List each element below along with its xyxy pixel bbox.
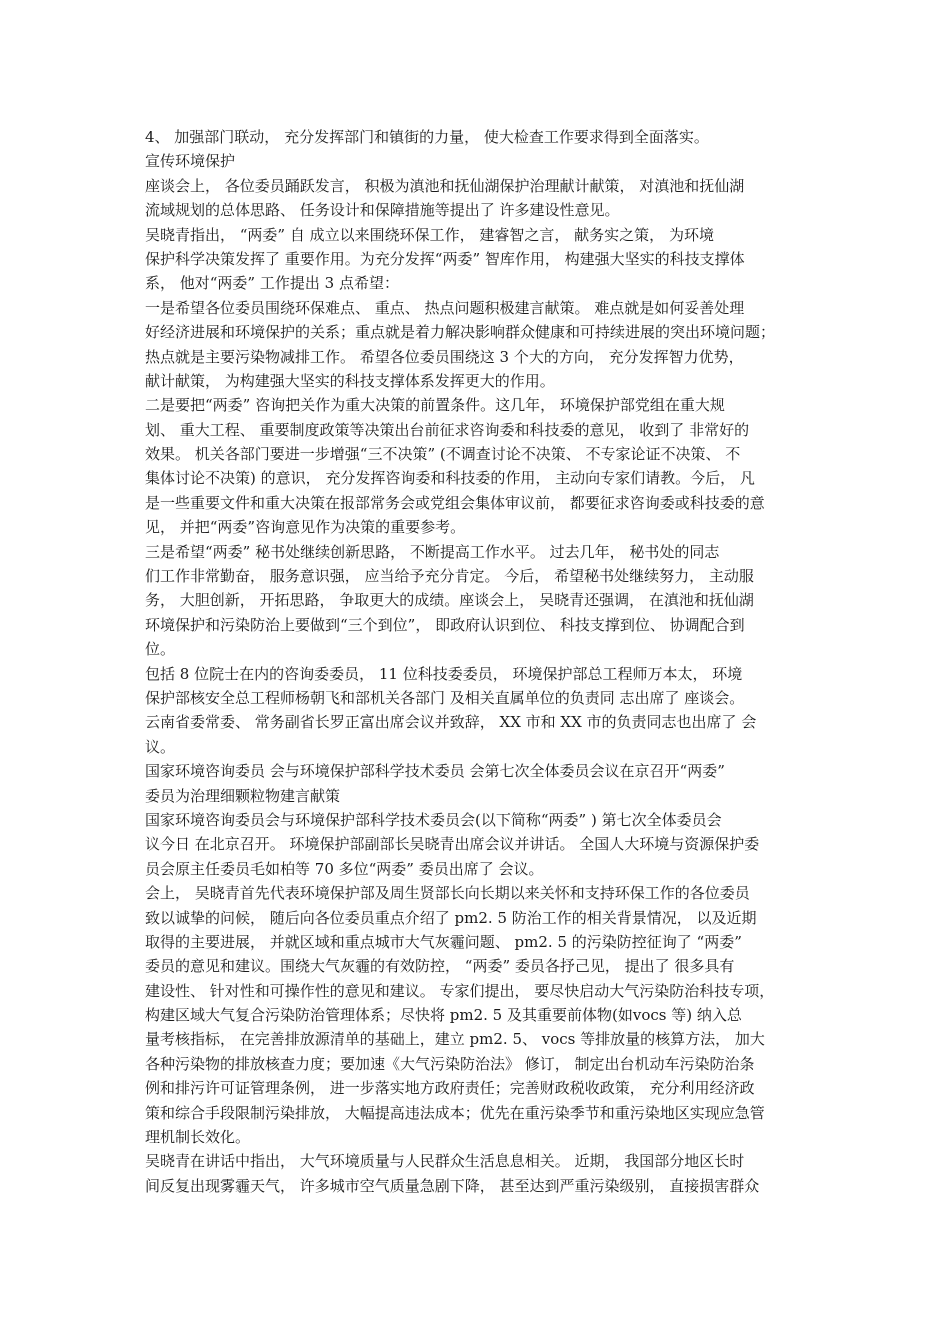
text-line: 见， 并把“两委”咨询意见作为决策的重要参考。 xyxy=(145,518,466,537)
text-line: 环境保护和污染防治上要做到“三个到位”， 即政府认识到位、 科技支撑到位、 协调配合到 xyxy=(145,615,745,634)
text-line: 们工作非常勤奋， 服务意识强， 应当给予充分肯定。 今后， 希望秘书处继续努力， 主动服 xyxy=(145,567,754,586)
text-line: 是一些重要文件和重大决策在报部常务会或党组会集体审议前， 都要征求咨询委或科技委的意 xyxy=(145,493,765,512)
text-line: 议今日 在北京召开。 环境保护部副部长吴晓青出席会议并讲话。 全国人大环境与资源保护委 xyxy=(145,835,760,854)
text-line: 包括 8 位院士在内的咨询委委员， 11 位科技委委员， 环境保护部总工程师万本太， 环境 xyxy=(145,664,743,683)
text-line: 云南省委常委、 常务副省长罗正富出席会议并致辞， XX 市和 XX 市的负责同志也出席了 会 xyxy=(145,713,757,732)
text-line: 国家环境咨询委员会与环境保护部科学技术委员会(以下简称“两委” ) 第七次全体委员会 xyxy=(145,810,722,829)
text-line: 划、 重大工程、 重要制度政策等决策出台前征求咨询委和科技委的意见， 收到了 非常好的 xyxy=(145,420,750,439)
text-line: 量考核指标， 在完善排放源清单的基础上，建立 pm2. 5、 vocs 等排放量的核算方法， 加大 xyxy=(145,1030,765,1049)
text-line: 献计献策， 为构建强大坚实的科技支撑体系发挥更大的作用。 xyxy=(145,371,555,390)
text-line: 间反复出现雾霾天气， 许多城市空气质量急剧下降， 甚至达到严重污染级别， 直接损害群众 xyxy=(145,1176,760,1195)
text-line: 三是希望“两委” 秘书处继续创新思路， 不断提高工作水平。 过去几年， 秘书处的同志 xyxy=(145,542,720,561)
text-line: 员会原主任委员毛如柏等 70 多位“两委” 委员出席了 会议。 xyxy=(145,859,544,878)
text-line: 热点就是主要污染物减排工作。 希望各位委员围绕这 3 个大的方向， 充分发挥智力优势， xyxy=(145,347,744,366)
text-line: 致以诚挚的问候， 随后向各位委员重点介绍了 pm2. 5 防治工作的相关背景情况， 以及近期 xyxy=(145,908,757,927)
text-line: 座谈会上， 各位委员踊跃发言， 积极为滇池和抚仙湖保护治理献计献策， 对滇池和抚仙湖 xyxy=(145,176,745,195)
text-line: 理机制长效化。 xyxy=(145,1128,251,1147)
text-line: 委员的意见和建议。围绕大气灰霾的有效防控， “两委” 委员各抒己见， 提出了 很多具有 xyxy=(145,957,735,976)
document-body xyxy=(145,125,813,1198)
text-line: 委员为治理细颗粒物建言献策 xyxy=(145,786,341,805)
text-line: 流域规划的总体思路、 任务设计和保障措施等提出了 许多建设性意见。 xyxy=(145,201,620,220)
text-line: 务， 大胆创新， 开拓思路， 争取更大的成绩。座谈会上， 吴晓青还强调， 在滇池和抚仙湖 xyxy=(145,591,754,610)
text-line: 系， 他对“两委” 工作提出 3 点希望： xyxy=(145,274,399,293)
text-line: 会上， 吴晓青首先代表环境保护部及周生贤部长向长期以来关怀和支持环保工作的各位委员 xyxy=(145,884,750,903)
text-line: 建设性、 针对性和可操作性的意见和建议。 专家们提出， 要尽快启动大气污染防治科技专项， xyxy=(145,981,775,1000)
text-line: 例和排污许可证管理条例， 进一步落实地方政府责任；完善财政税收政策， 充分利用经济政 xyxy=(145,1079,755,1098)
text-line: 吴晓青在讲话中指出， 大气环境质量与人民群众生活息息相关。 近期， 我国部分地区长时 xyxy=(145,1152,745,1171)
text-line: 一是希望各位委员围绕环保难点、 重点、 热点问题积极建言献策。 难点就是如何妥善处理 xyxy=(145,298,745,317)
text-line: 取得的主要进展， 并就区域和重点城市大气灰霾问题、 pm2. 5 的污染防控征询了 “两委” xyxy=(145,932,742,951)
text-line: 议。 xyxy=(145,737,176,756)
text-line: 吴晓青指出， “两委” 自 成立以来围绕环保工作， 建睿智之言， 献务实之策， 为环境 xyxy=(145,225,714,244)
text-line: 集体讨论不决策) 的意识， 充分发挥咨询委和科技委的作用， 主动向专家们请教。今后， 凡 xyxy=(145,469,755,488)
text-line: 好经济进展和环境保护的关系；重点就是着力解决影响群众健康和可持续进展的突出环境问题； xyxy=(145,323,776,342)
text-line: 宣传环境保护 xyxy=(145,152,236,171)
text-line: 保护部核安全总工程师杨朝飞和部机关各部门 及相关直属单位的负责同 志出席了 座谈会。 xyxy=(145,688,745,707)
text-line: 构建区域大气复合污染防治管理体系；尽快将 pm2. 5 及其重要前体物(如vocs 等) 纳入总 xyxy=(145,1006,742,1025)
text-line: 保护科学决策发挥了 重要作用。为充分发挥“两委” 智库作用， 构建强大坚实的科技支撑体 xyxy=(145,249,745,268)
text-line: 二是要把“两委” 咨询把关作为重大决策的前置条件。这几年， 环境保护部党组在重大规 xyxy=(145,396,725,415)
text-line: 4、 加强部门联动， 充分发挥部门和镇街的力量， 使大检查工作要求得到全面落实。 xyxy=(145,128,709,146)
text-line: 各种污染物的排放核查力度；要加速《大气污染防治法》 修订， 制定出台机动车污染防治条 xyxy=(145,1054,755,1073)
text-line: 国家环境咨询委员 会与环境保护部科学技术委员 会第七次全体委员会议在京召开“两委” xyxy=(145,762,725,781)
text-line: 位。 xyxy=(145,640,176,659)
text-line: 策和综合手段限制污染排放， 大幅提高违法成本；优先在重污染季节和重污染地区实现应急管 xyxy=(145,1103,765,1122)
text-line: 效果。 机关各部门要进一步增强“三不决策” (不调查讨论不决策、 不专家论证不决策、 不 xyxy=(145,445,741,464)
